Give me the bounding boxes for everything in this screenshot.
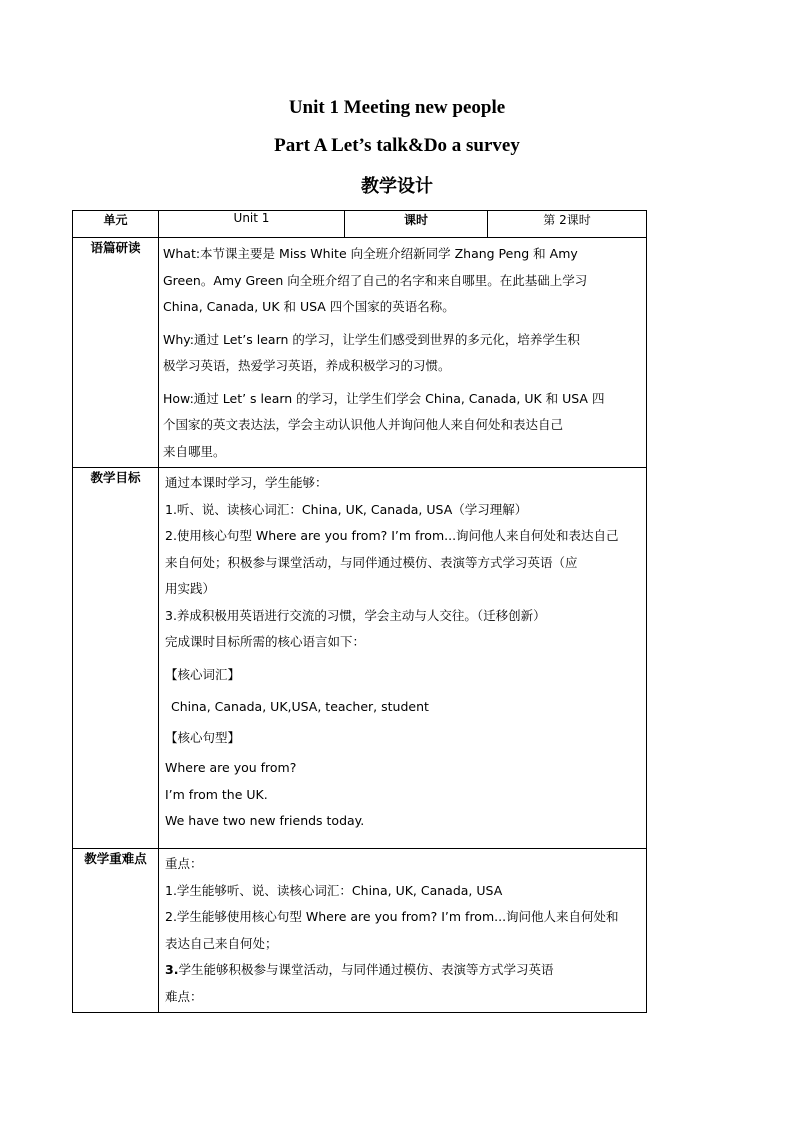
how-line: 个国家的英文表达法，学会主动认识他人并询问他人来自何处和表达自己	[163, 417, 564, 432]
focus-item: 2.学生能够使用核心句型 Where are you from? I’m from...询问他人来自何处和	[165, 909, 619, 924]
sentence-item: I’m from the UK.	[165, 786, 268, 802]
keypoints-label: 教学重难点	[73, 849, 159, 1013]
what-line: China, Canada, UK 和 USA 四个国家的英语名称。	[163, 299, 455, 314]
design-title: 教学设计	[361, 176, 433, 197]
goal-item: 2.使用核心句型 Where are you from? I’m from...询问他人来自何处和表达自己	[165, 528, 619, 543]
sentence-item: Where are you from?	[165, 760, 297, 775]
goal-item: 用实践）	[165, 581, 216, 596]
what-line: Green。Amy Green 向全班介绍了自己的名字和来自哪里。在此基础上学习	[163, 272, 588, 288]
unit-value: Unit 1	[159, 211, 345, 238]
keypoints-content	[159, 849, 647, 1013]
focus-item: 1.学生能够听、说、读核心词汇：China, UK, Canada, USA	[165, 882, 503, 898]
how-line: 来自哪里。	[163, 443, 226, 459]
focus-item: 表达自己来自何处；	[165, 935, 278, 951]
goals-row	[73, 468, 647, 849]
difficulty-heading: 难点：	[165, 988, 203, 1004]
focus-item	[165, 957, 640, 984]
how-line: How:通过 Let’ s learn 的学习，让学生们学会 China, Canada, UK 和 USA 四	[163, 390, 605, 406]
lesson-plan-table	[72, 210, 647, 1013]
unit-title: Unit 1 Meeting new people	[288, 97, 506, 118]
analysis-row	[73, 238, 647, 468]
period-value: 第 2课时	[488, 211, 647, 238]
goal-item: 1.听、说、读核心词汇：China, UK, Canada, USA（学习理解）	[165, 501, 528, 517]
sentence-heading: 【核心句型】	[165, 729, 241, 745]
vocab-heading: 【核心词汇】	[165, 666, 241, 682]
header-row	[73, 211, 647, 238]
what-line: What:本节课主要是 Miss White 向全班介绍新同学 Zhang Peng 和 Amy	[163, 246, 578, 261]
goal-item: 3.养成积极用英语进行交流的习惯，学会主动与人交往。（迁移创新）	[165, 607, 546, 623]
focus-text: 学生能够积极参与课堂活动，与同伴通过模仿、表演等方式学习英语	[178, 962, 554, 977]
why-line: Why:通过 Let’s learn 的学习，让学生们感受到世界的多元化，培养学生积	[163, 331, 580, 347]
keypoints-row	[73, 849, 647, 1013]
analysis-label: 语篇研读	[73, 238, 159, 468]
analysis-content	[159, 238, 647, 468]
vocab-list: China, Canada, UK,USA, teacher, student	[171, 699, 429, 714]
goals-content	[159, 468, 647, 849]
goals-label: 教学目标	[73, 468, 159, 849]
why-line: 极学习英语，热爱学习英语，养成积极学习的习惯。	[163, 358, 451, 373]
period-label: 课时	[345, 211, 488, 238]
focus-number: 3.	[165, 962, 179, 977]
goals-intro: 通过本课时学习，学生能够：	[165, 475, 328, 490]
focus-heading: 重点：	[165, 856, 203, 871]
goal-item: 来自何处；积极参与课堂活动，与同伴通过模仿、表演等方式学习英语（应	[165, 554, 578, 570]
lesson-title: Part A Let’s talk&Do a survey	[274, 135, 520, 156]
core-intro: 完成课时目标所需的核心语言如下：	[165, 634, 366, 649]
sentence-item: We have two new friends today.	[165, 813, 365, 828]
unit-label: 单元	[73, 211, 159, 238]
